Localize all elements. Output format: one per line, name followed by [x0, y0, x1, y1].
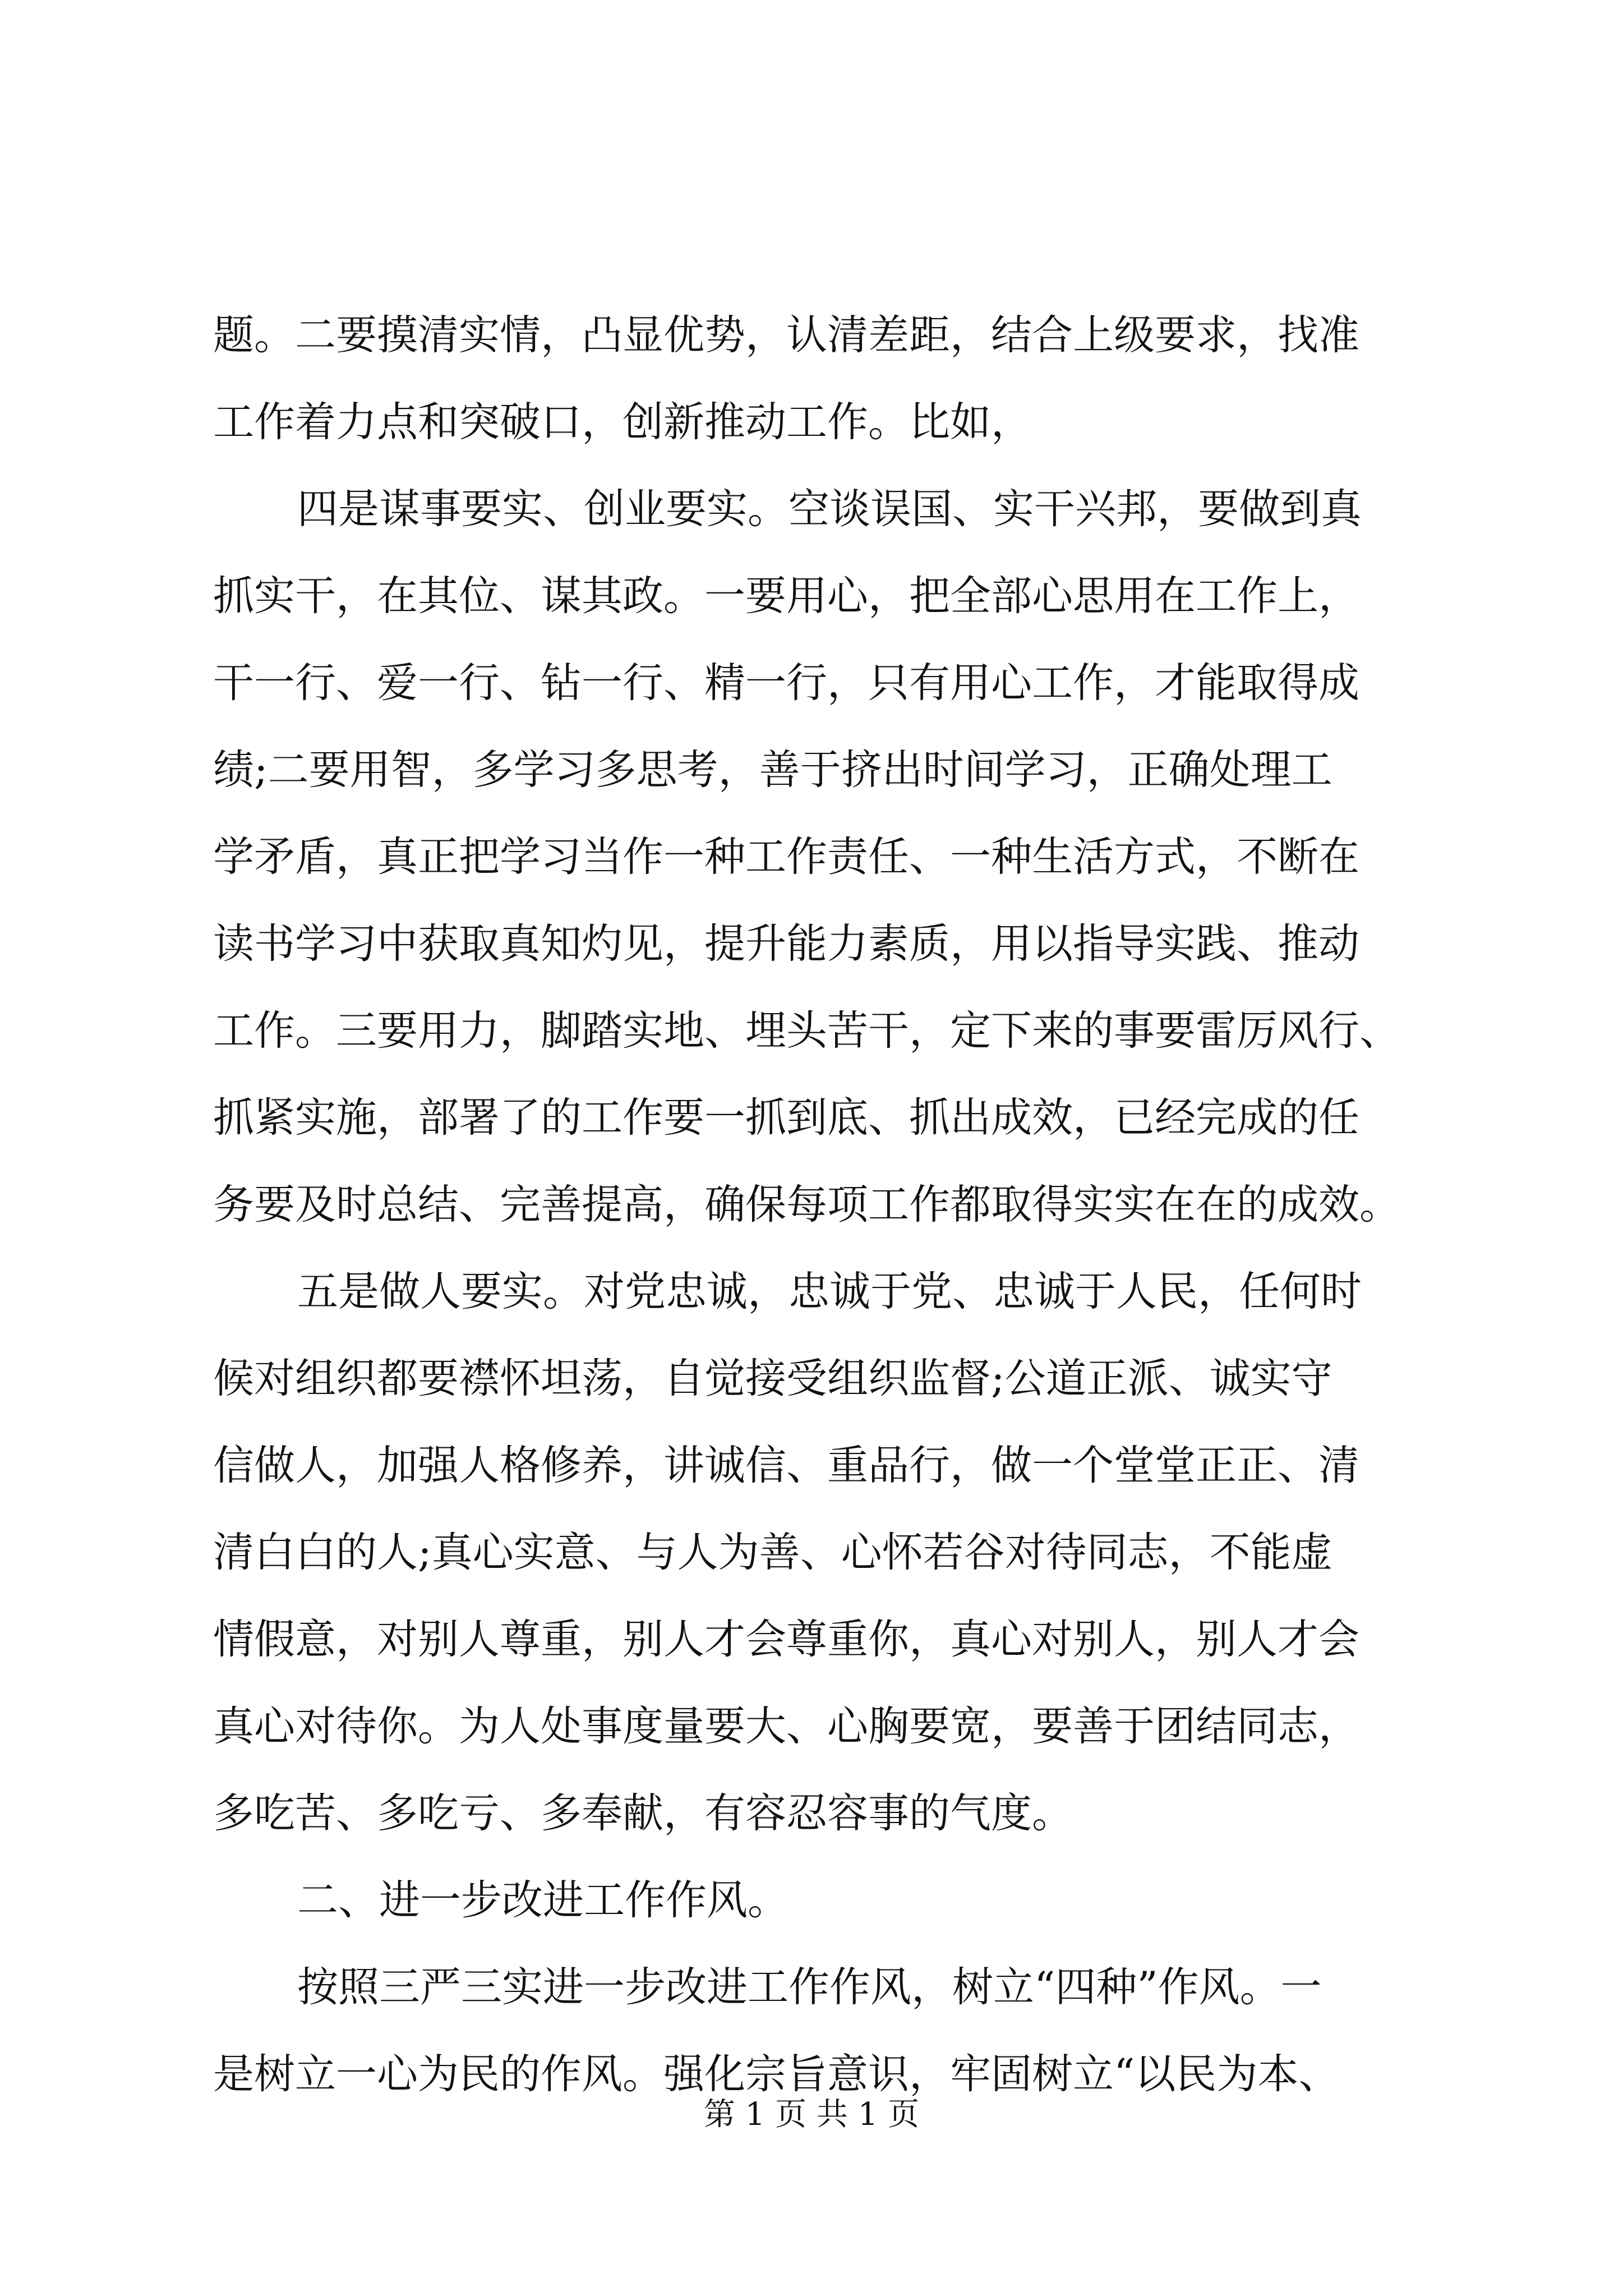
- page-number: 第 1 页 共 1 页: [703, 2096, 920, 2133]
- paragraph-start-line: 按照三严三实进一步改进工作作风，树立“四种”作风。一: [297, 1963, 1322, 2011]
- text-line: 抓紧实施，部署了的工作要一抓到底、抓出成效，已经完成的任: [213, 1094, 1359, 1142]
- text-line: 学矛盾，真正把学习当作一种工作责任、一种生活方式，不断在: [213, 833, 1359, 881]
- text-line: 工作。三要用力，脚踏实地、埋头苦干，定下来的事要雷厉风行、: [213, 1007, 1400, 1055]
- text-line: 务要及时总结、完善提高，确保每项工作都取得实实在在的成效。: [213, 1181, 1400, 1228]
- text-line: 信做人，加强人格修养，讲诚信、重品行，做一个堂堂正正、清: [213, 1442, 1359, 1489]
- text-line: 绩;二要用智，多学习多思考，善于挤出时间学习，正确处理工: [213, 746, 1332, 794]
- text-line: 清白白的人;真心实意、与人为善、心怀若谷对待同志，不能虚: [213, 1529, 1332, 1576]
- text-line: 候对组织都要襟怀坦荡，自觉接受组织监督;公道正派、诚实守: [213, 1355, 1332, 1402]
- section-heading: 二、进一步改进工作作风。: [297, 1876, 789, 1924]
- text-line: 情假意，对别人尊重，别人才会尊重你，真心对别人，别人才会: [213, 1616, 1359, 1663]
- text-line: 是树立一心为民的作风。强化宗旨意识，牢固树立“以民为本、: [213, 2050, 1340, 2098]
- text-line: 真心对待你。为人处事度量要大、心胸要宽，要善于团结同志，: [213, 1703, 1359, 1750]
- paragraph-start-line: 四是谋事要实、创业要实。空谈误国、实干兴邦，要做到真: [297, 485, 1362, 533]
- page-footer: [0, 2092, 1623, 2137]
- document-body: [213, 292, 1424, 2118]
- text-line: 读书学习中获取真知灼见，提升能力素质，用以指导实践、推动: [213, 920, 1359, 968]
- text-line: 多吃苦、多吃亏、多奉献，有容忍容事的气度。: [213, 1789, 1073, 1837]
- text-line: 抓实干，在其位、谋其政。一要用心，把全部心思用在工作上，: [213, 572, 1359, 620]
- text-line: 干一行、爱一行、钻一行、精一行，只有用心工作，才能取得成: [213, 659, 1359, 707]
- text-line: 工作着力点和突破口，创新推动工作。比如，: [213, 398, 1032, 446]
- text-line: 题。二要摸清实情，凸显优势，认清差距，结合上级要求，找准: [213, 311, 1359, 359]
- paragraph-start-line: 五是做人要实。对党忠诚，忠诚于党、忠诚于人民，任何时: [297, 1268, 1362, 1315]
